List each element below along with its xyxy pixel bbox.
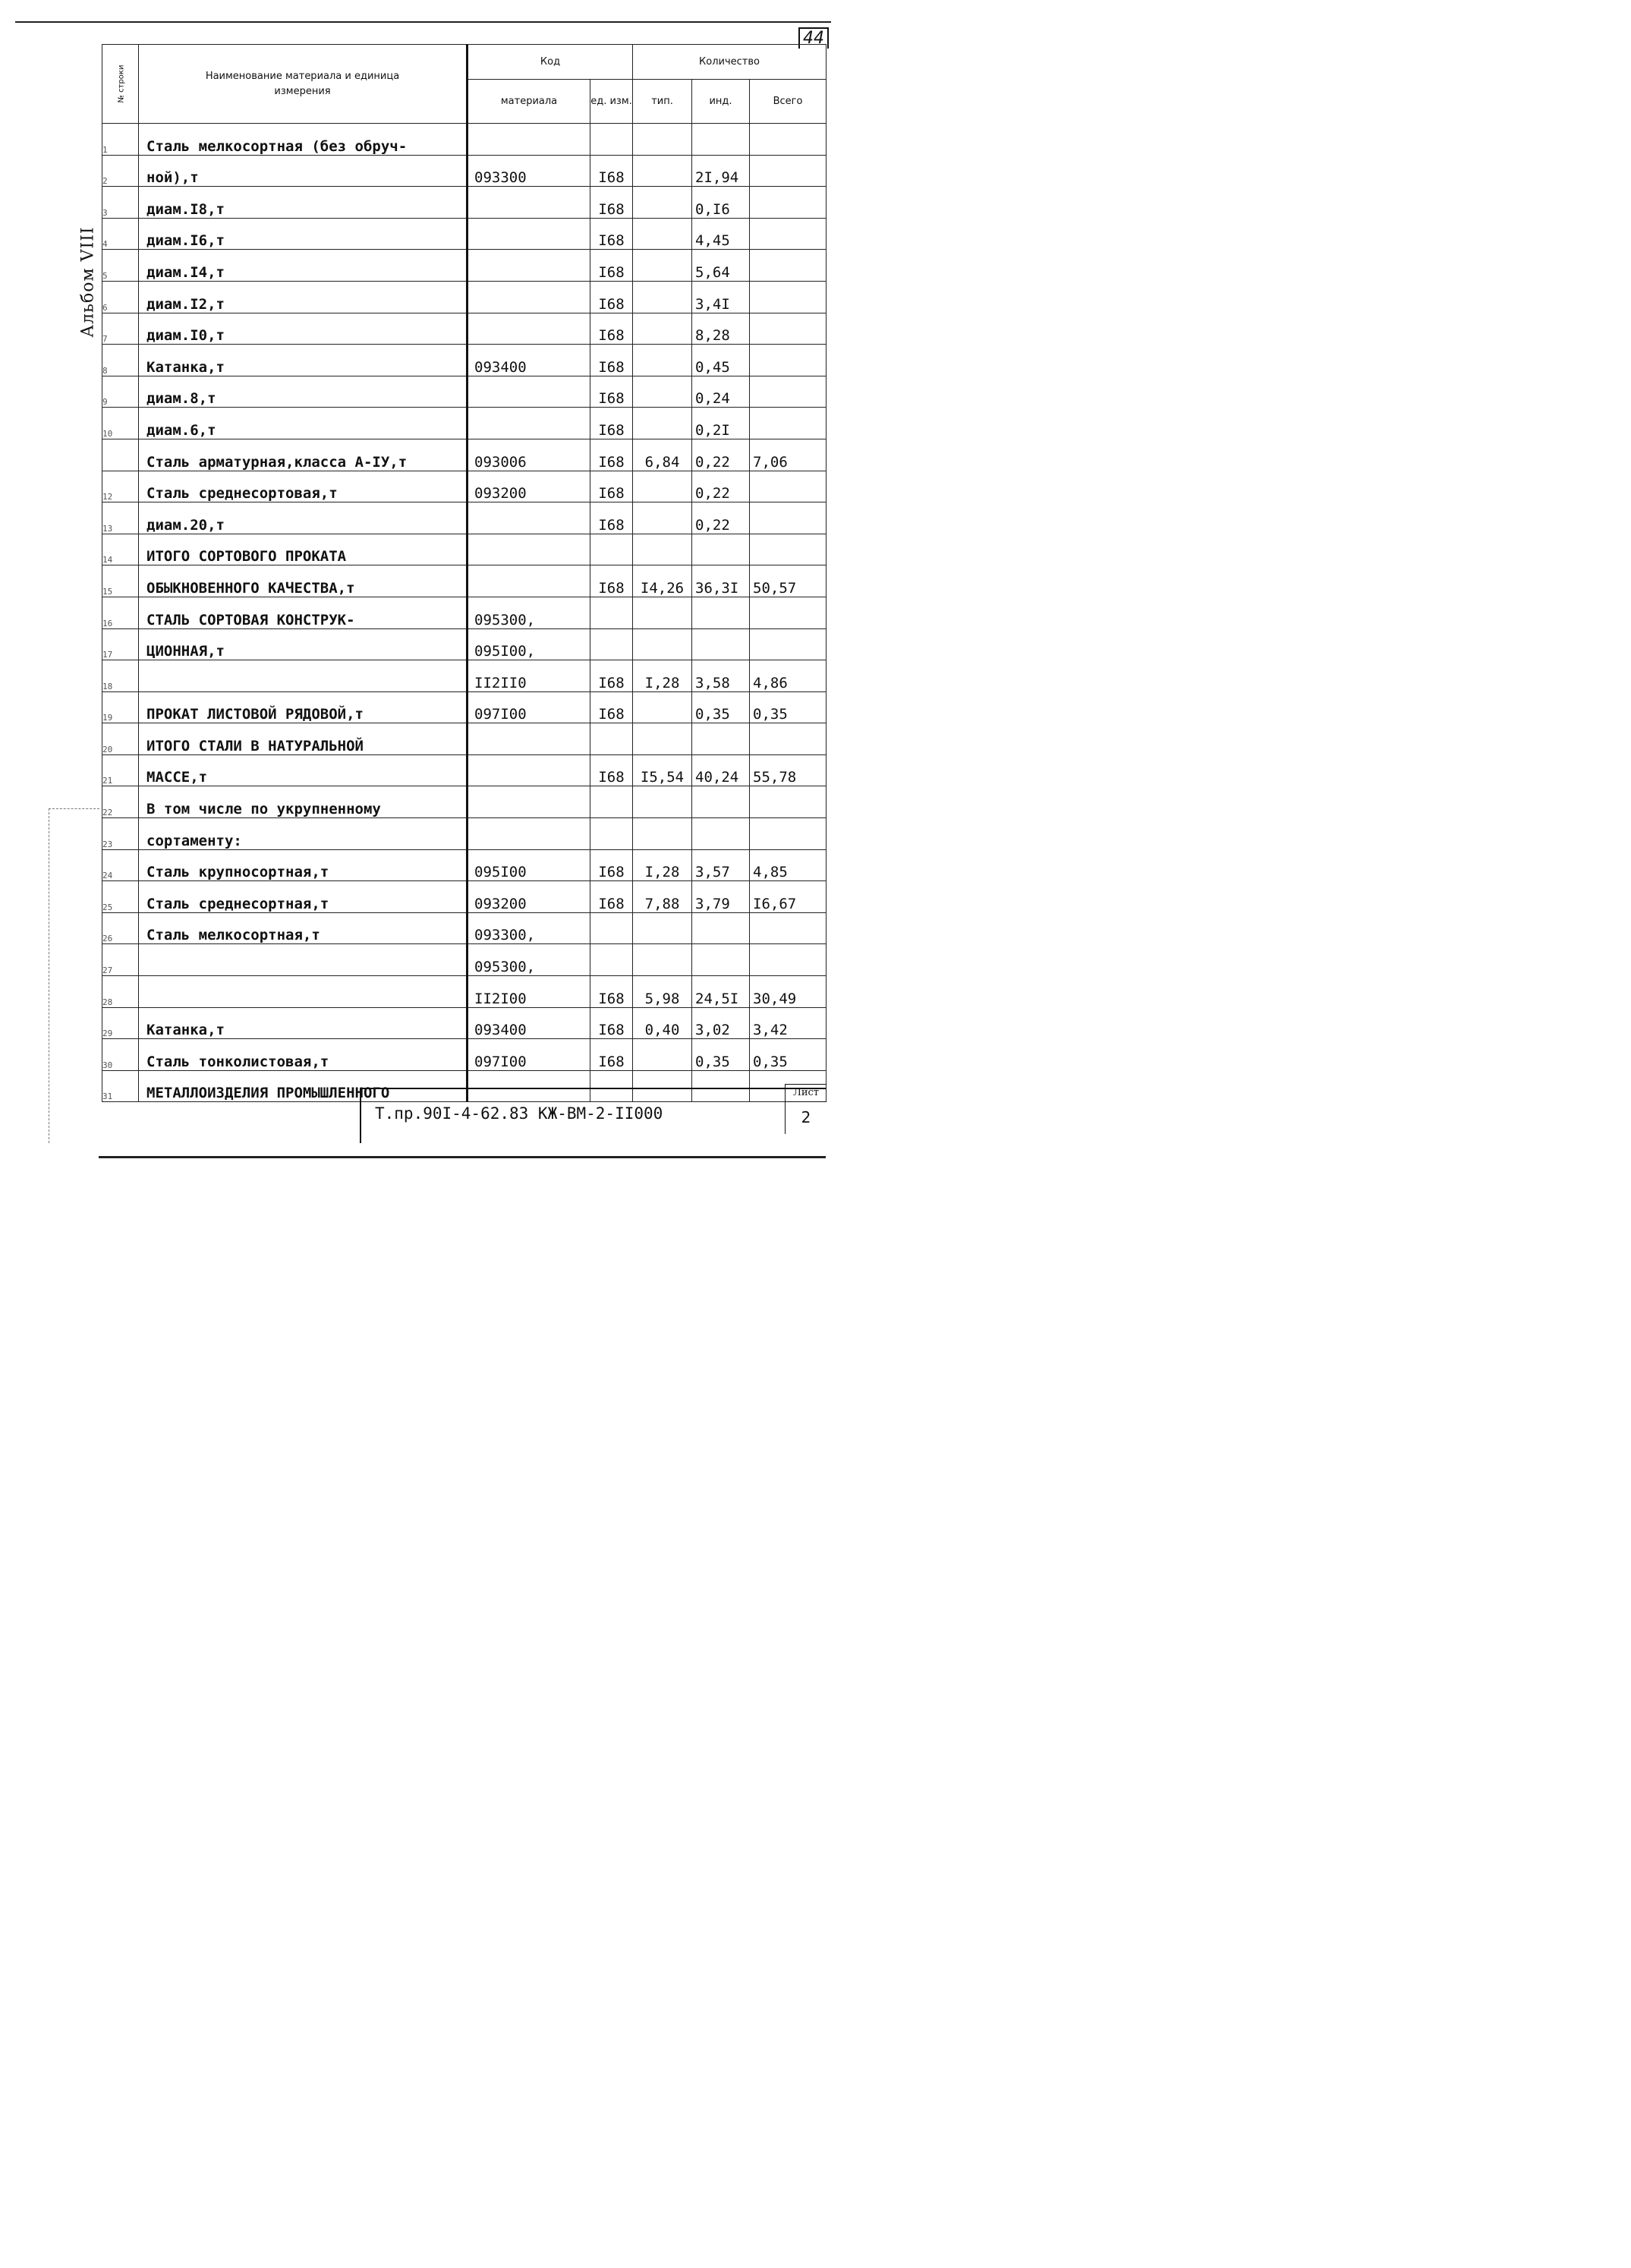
cell-name: диам.I4,т bbox=[139, 250, 468, 282]
cell-ind bbox=[692, 912, 750, 944]
cell-unit bbox=[590, 534, 633, 565]
sheet-number: 2 bbox=[785, 1101, 827, 1134]
cell-typ: I,28 bbox=[633, 660, 692, 692]
cell-total: 50,57 bbox=[750, 565, 827, 597]
table-row bbox=[102, 534, 827, 565]
cell-typ bbox=[633, 628, 692, 660]
cell-ind: 2I,94 bbox=[692, 155, 750, 187]
cell-typ bbox=[633, 534, 692, 565]
cell-total bbox=[750, 250, 827, 282]
cell-ind bbox=[692, 723, 750, 755]
cell-typ bbox=[633, 691, 692, 723]
table-row bbox=[102, 976, 827, 1008]
cell-code: 095I00 bbox=[468, 849, 590, 881]
cell-code: 093400 bbox=[468, 1007, 590, 1039]
cell-typ bbox=[633, 1039, 692, 1071]
cell-unit: I68 bbox=[590, 408, 633, 439]
cell-ind: 40,24 bbox=[692, 754, 750, 786]
cell-unit: I68 bbox=[590, 439, 633, 471]
cell-ind: 3,58 bbox=[692, 660, 750, 692]
spec-table-body bbox=[102, 124, 827, 1102]
cell-ind: 0,22 bbox=[692, 439, 750, 471]
materials-spec-table bbox=[102, 44, 827, 1102]
cell-code: 095I00, bbox=[468, 628, 590, 660]
cell-n: 3 bbox=[102, 187, 139, 219]
table-row bbox=[102, 408, 827, 439]
cell-n: 30 bbox=[102, 1039, 139, 1071]
cell-ind: 3,02 bbox=[692, 1007, 750, 1039]
cell-typ bbox=[633, 502, 692, 534]
cell-total bbox=[750, 786, 827, 818]
table-row bbox=[102, 565, 827, 597]
cell-ind: 3,79 bbox=[692, 881, 750, 913]
cell-ind: 3,57 bbox=[692, 849, 750, 881]
cell-name: ОБЫКНОВЕННОГО КАЧЕСТВА,т bbox=[139, 565, 468, 597]
cell-unit: I68 bbox=[590, 754, 633, 786]
cell-total bbox=[750, 345, 827, 376]
cell-total: 0,35 bbox=[750, 1039, 827, 1071]
cell-unit bbox=[590, 628, 633, 660]
page-number: 44 bbox=[798, 27, 829, 49]
cell-total bbox=[750, 155, 827, 187]
cell-name: диам.I2,т bbox=[139, 281, 468, 313]
cell-code: 097I00 bbox=[468, 691, 590, 723]
table-row bbox=[102, 660, 827, 692]
cell-ind: 5,64 bbox=[692, 250, 750, 282]
cell-code: 095300, bbox=[468, 944, 590, 976]
cell-ind: 0,35 bbox=[692, 691, 750, 723]
cell-ind: 0,35 bbox=[692, 1039, 750, 1071]
cell-code bbox=[468, 376, 590, 408]
cell-code: 095300, bbox=[468, 597, 590, 628]
cell-unit: I68 bbox=[590, 565, 633, 597]
cell-n: 6 bbox=[102, 281, 139, 313]
cell-code: 093200 bbox=[468, 881, 590, 913]
table-row bbox=[102, 1039, 827, 1071]
cell-n: 23 bbox=[102, 818, 139, 850]
cell-typ bbox=[633, 345, 692, 376]
cell-total bbox=[750, 471, 827, 502]
cell-unit bbox=[590, 786, 633, 818]
total-header: Всего bbox=[750, 80, 827, 124]
cell-total bbox=[750, 502, 827, 534]
table-row bbox=[102, 250, 827, 282]
cell-typ: I5,54 bbox=[633, 754, 692, 786]
table-row bbox=[102, 912, 827, 944]
cell-code bbox=[468, 723, 590, 755]
cell-name: МЕТАЛЛОИЗДЕЛИЯ ПРОМЫШЛЕННОГО bbox=[139, 1070, 468, 1102]
cell-name: ЦИОННАЯ,т bbox=[139, 628, 468, 660]
typ-header: тип. bbox=[633, 80, 692, 124]
cell-ind: 0,22 bbox=[692, 502, 750, 534]
cell-total: 4,86 bbox=[750, 660, 827, 692]
cell-ind bbox=[692, 818, 750, 850]
cell-code bbox=[468, 218, 590, 250]
table-row bbox=[102, 187, 827, 219]
table-row bbox=[102, 471, 827, 502]
cell-ind: 36,3I bbox=[692, 565, 750, 597]
cell-code bbox=[468, 313, 590, 345]
cell-name: Сталь тонколистовая,т bbox=[139, 1039, 468, 1071]
cell-typ bbox=[633, 155, 692, 187]
cell-n: 27 bbox=[102, 944, 139, 976]
cell-total bbox=[750, 597, 827, 628]
cell-code bbox=[468, 250, 590, 282]
cell-ind bbox=[692, 597, 750, 628]
cell-ind: 0,24 bbox=[692, 376, 750, 408]
cell-name bbox=[139, 944, 468, 976]
table-row bbox=[102, 345, 827, 376]
cell-ind: 8,28 bbox=[692, 313, 750, 345]
cell-name: Катанка,т bbox=[139, 1007, 468, 1039]
cell-unit: I68 bbox=[590, 187, 633, 219]
table-row bbox=[102, 849, 827, 881]
cell-ind: 0,I6 bbox=[692, 187, 750, 219]
cell-typ bbox=[633, 376, 692, 408]
cell-ind bbox=[692, 944, 750, 976]
cell-unit: I68 bbox=[590, 976, 633, 1008]
cell-name: Сталь арматурная,класса А-IУ,т bbox=[139, 439, 468, 471]
cell-n: 13 bbox=[102, 502, 139, 534]
cell-code bbox=[468, 565, 590, 597]
cell-unit: I68 bbox=[590, 1039, 633, 1071]
cell-n: 9 bbox=[102, 376, 139, 408]
table-row bbox=[102, 944, 827, 976]
cell-n: 18 bbox=[102, 660, 139, 692]
quantity-header: Количество bbox=[633, 45, 827, 80]
material-code-header: материала bbox=[468, 80, 590, 124]
cell-name: Сталь мелкосортная,т bbox=[139, 912, 468, 944]
cell-typ bbox=[633, 597, 692, 628]
cell-unit: I68 bbox=[590, 155, 633, 187]
cell-name: ПРОКАТ ЛИСТОВОЙ РЯДОВОЙ,т bbox=[139, 691, 468, 723]
table-row bbox=[102, 691, 827, 723]
table-row bbox=[102, 597, 827, 628]
cell-name: диам.I8,т bbox=[139, 187, 468, 219]
code-header: Код bbox=[468, 45, 633, 80]
cell-n: 25 bbox=[102, 881, 139, 913]
cell-name: Сталь среднесортная,т bbox=[139, 881, 468, 913]
cell-code: II2II0 bbox=[468, 660, 590, 692]
cell-total: 30,49 bbox=[750, 976, 827, 1008]
cell-n: 24 bbox=[102, 849, 139, 881]
cell-typ bbox=[633, 408, 692, 439]
cell-unit bbox=[590, 597, 633, 628]
cell-code: 093400 bbox=[468, 345, 590, 376]
cell-typ bbox=[633, 818, 692, 850]
cell-total bbox=[750, 912, 827, 944]
cell-n: 12 bbox=[102, 471, 139, 502]
cell-n: 28 bbox=[102, 976, 139, 1008]
table-row bbox=[102, 754, 827, 786]
cell-n: 31 bbox=[102, 1070, 139, 1102]
cell-name: диам.20,т bbox=[139, 502, 468, 534]
cell-name: диам.8,т bbox=[139, 376, 468, 408]
cell-n bbox=[102, 439, 139, 471]
table-row bbox=[102, 124, 827, 156]
cell-n: 16 bbox=[102, 597, 139, 628]
cell-unit bbox=[590, 944, 633, 976]
cell-ind: 0,45 bbox=[692, 345, 750, 376]
cell-total bbox=[750, 723, 827, 755]
cell-n: 1 bbox=[102, 124, 139, 156]
cell-n: 17 bbox=[102, 628, 139, 660]
cell-name: МАССЕ,т bbox=[139, 754, 468, 786]
cell-code: II2I00 bbox=[468, 976, 590, 1008]
table-row bbox=[102, 439, 827, 471]
cell-typ: I,28 bbox=[633, 849, 692, 881]
document-designation: Т.пр.90I-4-62.83 КЖ-ВМ-2-II000 bbox=[375, 1104, 663, 1123]
table-row bbox=[102, 881, 827, 913]
cell-unit bbox=[590, 912, 633, 944]
cell-code bbox=[468, 187, 590, 219]
cell-code: 097I00 bbox=[468, 1039, 590, 1071]
cell-name: диам.6,т bbox=[139, 408, 468, 439]
table-row bbox=[102, 502, 827, 534]
cell-n: 5 bbox=[102, 250, 139, 282]
cell-ind bbox=[692, 786, 750, 818]
cell-code: 093200 bbox=[468, 471, 590, 502]
table-row bbox=[102, 723, 827, 755]
cell-unit: I68 bbox=[590, 313, 633, 345]
cell-n: 10 bbox=[102, 408, 139, 439]
cell-ind: 4,45 bbox=[692, 218, 750, 250]
cell-code bbox=[468, 281, 590, 313]
cell-typ: 0,40 bbox=[633, 1007, 692, 1039]
cell-total bbox=[750, 408, 827, 439]
cell-name: ИТОГО СТАЛИ В НАТУРАЛЬНОЙ bbox=[139, 723, 468, 755]
cell-ind bbox=[692, 124, 750, 156]
cell-ind bbox=[692, 534, 750, 565]
cell-name: Катанка,т bbox=[139, 345, 468, 376]
cell-n: 8 bbox=[102, 345, 139, 376]
cell-typ bbox=[633, 187, 692, 219]
bottom-rule bbox=[99, 1156, 826, 1158]
table-row bbox=[102, 313, 827, 345]
table-row bbox=[102, 155, 827, 187]
album-side-label bbox=[73, 225, 103, 339]
cell-total bbox=[750, 818, 827, 850]
cell-typ: 6,84 bbox=[633, 439, 692, 471]
row-number-header: № строки bbox=[102, 45, 139, 124]
cell-total: 3,42 bbox=[750, 1007, 827, 1039]
sheet-label: Лист bbox=[785, 1084, 827, 1102]
cell-typ bbox=[633, 786, 692, 818]
cell-name bbox=[139, 660, 468, 692]
cell-n: 7 bbox=[102, 313, 139, 345]
cell-ind: 0,22 bbox=[692, 471, 750, 502]
table-row bbox=[102, 628, 827, 660]
cell-typ bbox=[633, 124, 692, 156]
cell-total bbox=[750, 187, 827, 219]
cell-code bbox=[468, 786, 590, 818]
cell-typ bbox=[633, 218, 692, 250]
cell-ind bbox=[692, 628, 750, 660]
cell-typ bbox=[633, 281, 692, 313]
cell-unit: I68 bbox=[590, 881, 633, 913]
cell-n: 2 bbox=[102, 155, 139, 187]
cell-name: диам.I0,т bbox=[139, 313, 468, 345]
cell-typ bbox=[633, 944, 692, 976]
cell-n: 29 bbox=[102, 1007, 139, 1039]
cell-name: сортаменту: bbox=[139, 818, 468, 850]
cell-total: 7,06 bbox=[750, 439, 827, 471]
cell-typ bbox=[633, 250, 692, 282]
cell-code: 093300 bbox=[468, 155, 590, 187]
cell-n: 26 bbox=[102, 912, 139, 944]
cell-n: 20 bbox=[102, 723, 139, 755]
cell-total: 55,78 bbox=[750, 754, 827, 786]
cell-typ bbox=[633, 912, 692, 944]
cell-name: Сталь крупносортная,т bbox=[139, 849, 468, 881]
material-name-header: Наименование материала и единица измерения bbox=[139, 45, 468, 124]
cell-name: В том числе по укрупненному bbox=[139, 786, 468, 818]
cell-code: 093300, bbox=[468, 912, 590, 944]
cell-typ: 7,88 bbox=[633, 881, 692, 913]
table-row bbox=[102, 218, 827, 250]
cell-ind: 24,5I bbox=[692, 976, 750, 1008]
cell-code bbox=[468, 534, 590, 565]
table-row bbox=[102, 818, 827, 850]
cell-total bbox=[750, 944, 827, 976]
cell-unit: I68 bbox=[590, 281, 633, 313]
cell-n: 22 bbox=[102, 786, 139, 818]
cell-n: 4 bbox=[102, 218, 139, 250]
cell-n: 21 bbox=[102, 754, 139, 786]
table-row bbox=[102, 1007, 827, 1039]
cell-unit bbox=[590, 818, 633, 850]
table-row bbox=[102, 281, 827, 313]
cell-total bbox=[750, 376, 827, 408]
cell-name: Сталь мелкосортная (без обруч- bbox=[139, 124, 468, 156]
cell-typ: I4,26 bbox=[633, 565, 692, 597]
cell-name: Сталь среднесортовая,т bbox=[139, 471, 468, 502]
cell-unit: I68 bbox=[590, 502, 633, 534]
cell-unit: I68 bbox=[590, 345, 633, 376]
cell-code bbox=[468, 502, 590, 534]
cell-n: 14 bbox=[102, 534, 139, 565]
cell-unit bbox=[590, 124, 633, 156]
ind-header: инд. bbox=[692, 80, 750, 124]
cell-code: 093006 bbox=[468, 439, 590, 471]
cell-unit: I68 bbox=[590, 250, 633, 282]
cell-unit: I68 bbox=[590, 1007, 633, 1039]
cell-unit: I68 bbox=[590, 691, 633, 723]
cell-total bbox=[750, 124, 827, 156]
cell-n: 19 bbox=[102, 691, 139, 723]
cell-n: 15 bbox=[102, 565, 139, 597]
cell-unit: I68 bbox=[590, 849, 633, 881]
cell-typ bbox=[633, 723, 692, 755]
cell-unit: I68 bbox=[590, 218, 633, 250]
cell-name: СТАЛЬ СОРТОВАЯ КОНСТРУК- bbox=[139, 597, 468, 628]
cell-name: ИТОГО СОРТОВОГО ПРОКАТА bbox=[139, 534, 468, 565]
cell-typ bbox=[633, 471, 692, 502]
cell-name: диам.I6,т bbox=[139, 218, 468, 250]
cell-code bbox=[468, 818, 590, 850]
top-rule bbox=[15, 21, 831, 23]
cell-total bbox=[750, 313, 827, 345]
table-row bbox=[102, 376, 827, 408]
cell-unit: I68 bbox=[590, 471, 633, 502]
cell-code bbox=[468, 124, 590, 156]
cell-total: I6,67 bbox=[750, 881, 827, 913]
approval-stamp-column bbox=[49, 808, 99, 1143]
cell-typ bbox=[633, 313, 692, 345]
cell-ind: 3,4I bbox=[692, 281, 750, 313]
cell-unit: I68 bbox=[590, 660, 633, 692]
cell-total bbox=[750, 628, 827, 660]
cell-code bbox=[468, 408, 590, 439]
cell-total: 4,85 bbox=[750, 849, 827, 881]
cell-code bbox=[468, 754, 590, 786]
table-row bbox=[102, 786, 827, 818]
cell-total bbox=[750, 281, 827, 313]
cell-total bbox=[750, 534, 827, 565]
cell-typ: 5,98 bbox=[633, 976, 692, 1008]
cell-ind: 0,2I bbox=[692, 408, 750, 439]
cell-unit bbox=[590, 723, 633, 755]
cell-name: ной),т bbox=[139, 155, 468, 187]
cell-total: 0,35 bbox=[750, 691, 827, 723]
album-label-text: Альбом VIII bbox=[78, 225, 98, 338]
unit-header: ед. изм. bbox=[590, 80, 633, 124]
cell-name bbox=[139, 976, 468, 1008]
cell-unit: I68 bbox=[590, 376, 633, 408]
cell-total bbox=[750, 218, 827, 250]
